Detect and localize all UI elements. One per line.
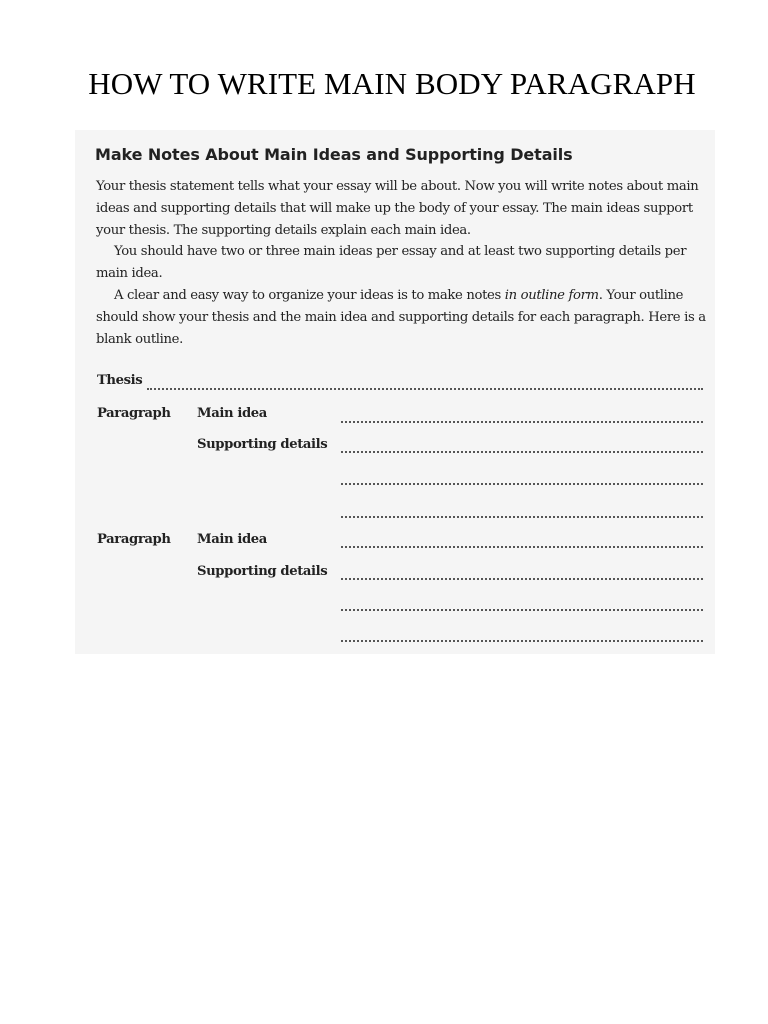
- paragraph-3-text-before: A clear and easy way to organize your ideas is to make notes: [114, 287, 505, 303]
- paragraph-2-detail-blank-3[interactable]: [341, 640, 703, 642]
- paragraph-2-main-idea-blank[interactable]: [341, 546, 703, 548]
- thesis-blank-line[interactable]: [147, 388, 703, 390]
- section-heading: Make Notes About Main Ideas and Supporting Details: [95, 145, 573, 164]
- page-title: HOW TO WRITE MAIN BODY PARAGRAPH: [88, 66, 696, 101]
- paragraph-2-supporting-details-label: Supporting details: [197, 564, 328, 579]
- paragraph-1-detail-blank-3[interactable]: [341, 516, 703, 518]
- instructions-paragraph-1: Your thesis statement tells what your essay will be about. Now you will write notes about main ideas and supporting details that will make up the body of your essay. The main ideas support your thesis. The supporting details explain each main idea.: [96, 179, 699, 238]
- outline-form-emphasis: in outline form: [504, 287, 599, 303]
- paragraph-1-main-idea-label: Main idea: [197, 406, 267, 421]
- paragraph-1-label: Paragraph: [97, 406, 171, 421]
- paragraph-2-detail-blank-2[interactable]: [341, 609, 703, 611]
- instructions-paragraph-2: You should have two or three main ideas per essay and at least two supporting details per main idea.: [96, 244, 687, 282]
- outline-excerpt-image: [75, 130, 715, 654]
- paragraph-1-detail-blank-1[interactable]: [341, 451, 703, 453]
- paragraph-2-detail-blank-1[interactable]: [341, 578, 703, 580]
- thesis-label: Thesis: [97, 373, 143, 388]
- paragraph-3-text-after: . Your outline should show your thesis and the main idea and supporting details for each paragraph. Here is a blank outline.: [96, 287, 706, 347]
- paragraph-1-main-idea-blank[interactable]: [341, 421, 703, 423]
- paragraph-1-detail-blank-2[interactable]: [341, 483, 703, 485]
- paragraph-1-supporting-details-label: Supporting details: [197, 437, 328, 452]
- instructions-paragraph-3: [96, 285, 710, 350]
- instructions-text: [96, 176, 710, 350]
- paragraph-2-label: Paragraph: [97, 532, 171, 547]
- paragraph-2-main-idea-label: Main idea: [197, 532, 267, 547]
